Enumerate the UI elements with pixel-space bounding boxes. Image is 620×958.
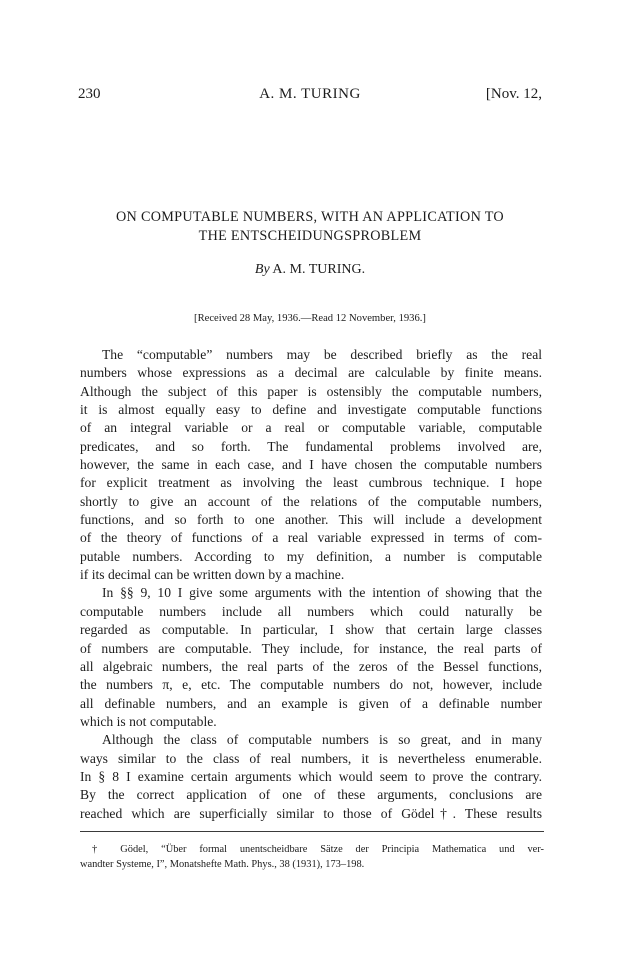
running-header (78, 86, 542, 108)
body-line: reached which are superficially similar to those of Gödel†. These results (80, 805, 542, 821)
running-date: [Nov. 12, (485, 86, 542, 102)
body-line: predicates, and so forth. The fundamental problems involved are, (80, 438, 542, 454)
body-line: numbers whose expressions as a decimal are calculable by finite means. (80, 365, 542, 381)
body-line: Although the subject of this paper is ostensibly the computable numbers, (80, 383, 542, 399)
body-line: which is not computable. (80, 713, 217, 729)
body-line: computable numbers include all numbers which could naturally be (80, 603, 542, 619)
body-text (80, 346, 542, 823)
footnote-line: † Gödel, “Über formal unentscheidbare Sätze der Principia Mathematica und ver- (92, 844, 544, 855)
received-note: [Received 28 May, 1936.—Read 12 November, 1936.] (194, 313, 426, 324)
title-line-1: ON COMPUTABLE NUMBERS, WITH AN APPLICATION TO (116, 209, 504, 225)
body-line: putable numbers. According to my definition, a number is computable (80, 548, 542, 564)
body-line: for explicit treatment as involving the least cumbrous technique. I hope (80, 475, 542, 491)
byline-prefix: By (254, 262, 270, 277)
body-line: it is almost equally easy to define and investigate computable functions (80, 402, 542, 418)
body-line: of the theory of functions of a real variable expressed in terms of com- (80, 530, 542, 546)
body-line: of an integral variable or a real or computable variable, computable (80, 420, 542, 436)
body-line: Although the class of computable numbers is so great, and in many (102, 732, 542, 748)
footnote-divider (80, 831, 544, 832)
body-line: of numbers are computable. They include, for instance, the real parts of (80, 640, 542, 656)
body-line: shortly to give an account of the relations of the computable numbers, (80, 493, 542, 509)
byline-author: A. M. TURING. (272, 262, 366, 277)
footnote (80, 842, 544, 872)
body-line: all algebraic numbers, the real parts of the zeros of the Bessel functions, (80, 658, 542, 674)
paper-title (70, 208, 550, 246)
body-line: By the correct application of one of these arguments, conclusions are (80, 787, 542, 803)
title-line-2: THE ENTSCHEIDUNGSPROBLEM (198, 228, 422, 244)
body-line: all definable numbers, and an example is given of a definable number (80, 695, 542, 711)
page-number: 230 (78, 86, 101, 102)
body-line: In §§ 9, 10 I give some arguments with the intention of showing that the (102, 585, 542, 601)
running-author: A. M. TURING (259, 86, 361, 102)
body-line: the numbers π, e, etc. The computable numbers do not, however, include (80, 677, 542, 693)
byline (0, 262, 620, 278)
body-line: ways similar to the class of real numbers, it is nevertheless enumerable. (80, 750, 542, 766)
body-line: In § 8 I examine certain arguments which would seem to prove the contrary. (80, 768, 542, 784)
body-line: if its decimal can be written down by a machine. (80, 567, 345, 583)
body-line: The “computable” numbers may be described briefly as the real (102, 347, 542, 362)
body-line: however, the same in each case, and I have chosen the computable numbers (80, 457, 542, 473)
body-line: functions, and so forth to one another. This will include a development (80, 512, 542, 528)
body-line: regarded as computable. In particular, I show that certain large classes (80, 622, 542, 638)
footnote-line: wandter Systeme, I”, Monatshefte Math. Phys., 38 (1931), 173–198. (80, 859, 365, 870)
